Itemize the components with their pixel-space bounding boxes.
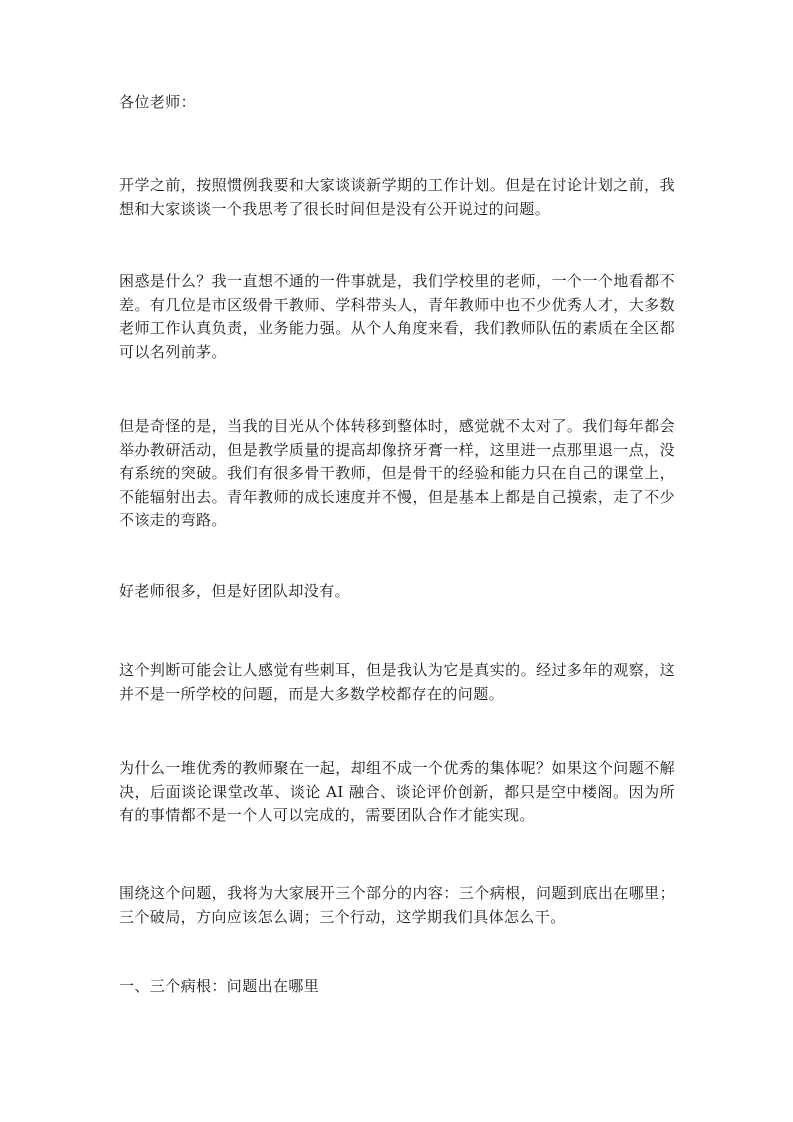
paragraph-judgment: 这个判断可能会让人感觉有些刺耳，但是我认为它是真实的。经过多年的观察，这并不是一所学校的问题，而是大多数学校都存在的问题。 bbox=[119, 661, 675, 703]
paragraph-outline: 围绕这个问题，我将为大家展开三个部分的内容：三个病根，问题到底出在哪里；三个破局，方向应该怎么调；三个行动，这学期我们具体怎么干。 bbox=[119, 884, 675, 926]
paragraph-confusion: 困惑是什么？我一直想不通的一件事就是，我们学校里的老师，一个一个地看都不差。有几位是市区级骨干教师、学科带头人，青年教师中也不少优秀人才，大多数老师工作认真负责，业务能力强。从个人角度来看，我们教师队伍的素质在全区都可以名列前茅。 bbox=[119, 272, 675, 361]
paragraph-intro: 开学之前，按照惯例我要和大家谈谈新学期的工作计划。但是在讨论计划之前，我想和大家谈谈一个我思考了很长时间但是没有公开说过的问题。 bbox=[119, 176, 675, 218]
paragraph-strange: 但是奇怪的是，当我的目光从个体转移到整体时，感觉就不太对了。我们每年都会举办教研活动，但是教学质量的提高却像挤牙膏一样，这里进一点那里退一点，没有系统的突破。我们有很多骨干教师，但是骨干的经验和能力只在自己的课堂上，不能辐射出去。青年教师的成长速度并不慢，但是基本上都是自己摸索，走了不少不该走的弯路。 bbox=[119, 417, 675, 529]
paragraph-why: 为什么一堆优秀的教师聚在一起，却组不成一个优秀的集体呢？如果这个问题不解决，后面谈论课堂改革、谈论 AI 融合、谈论评价创新，都只是空中楼阁。因为所有的事情都不是一个人可以完成的，需要团队合作才能实现。 bbox=[119, 759, 675, 824]
salutation: 各位老师： bbox=[119, 93, 197, 111]
section-heading: 一、三个病根：问题出在哪里 bbox=[119, 977, 320, 995]
paragraph-no-team: 好老师很多，但是好团队却没有。 bbox=[119, 582, 351, 600]
